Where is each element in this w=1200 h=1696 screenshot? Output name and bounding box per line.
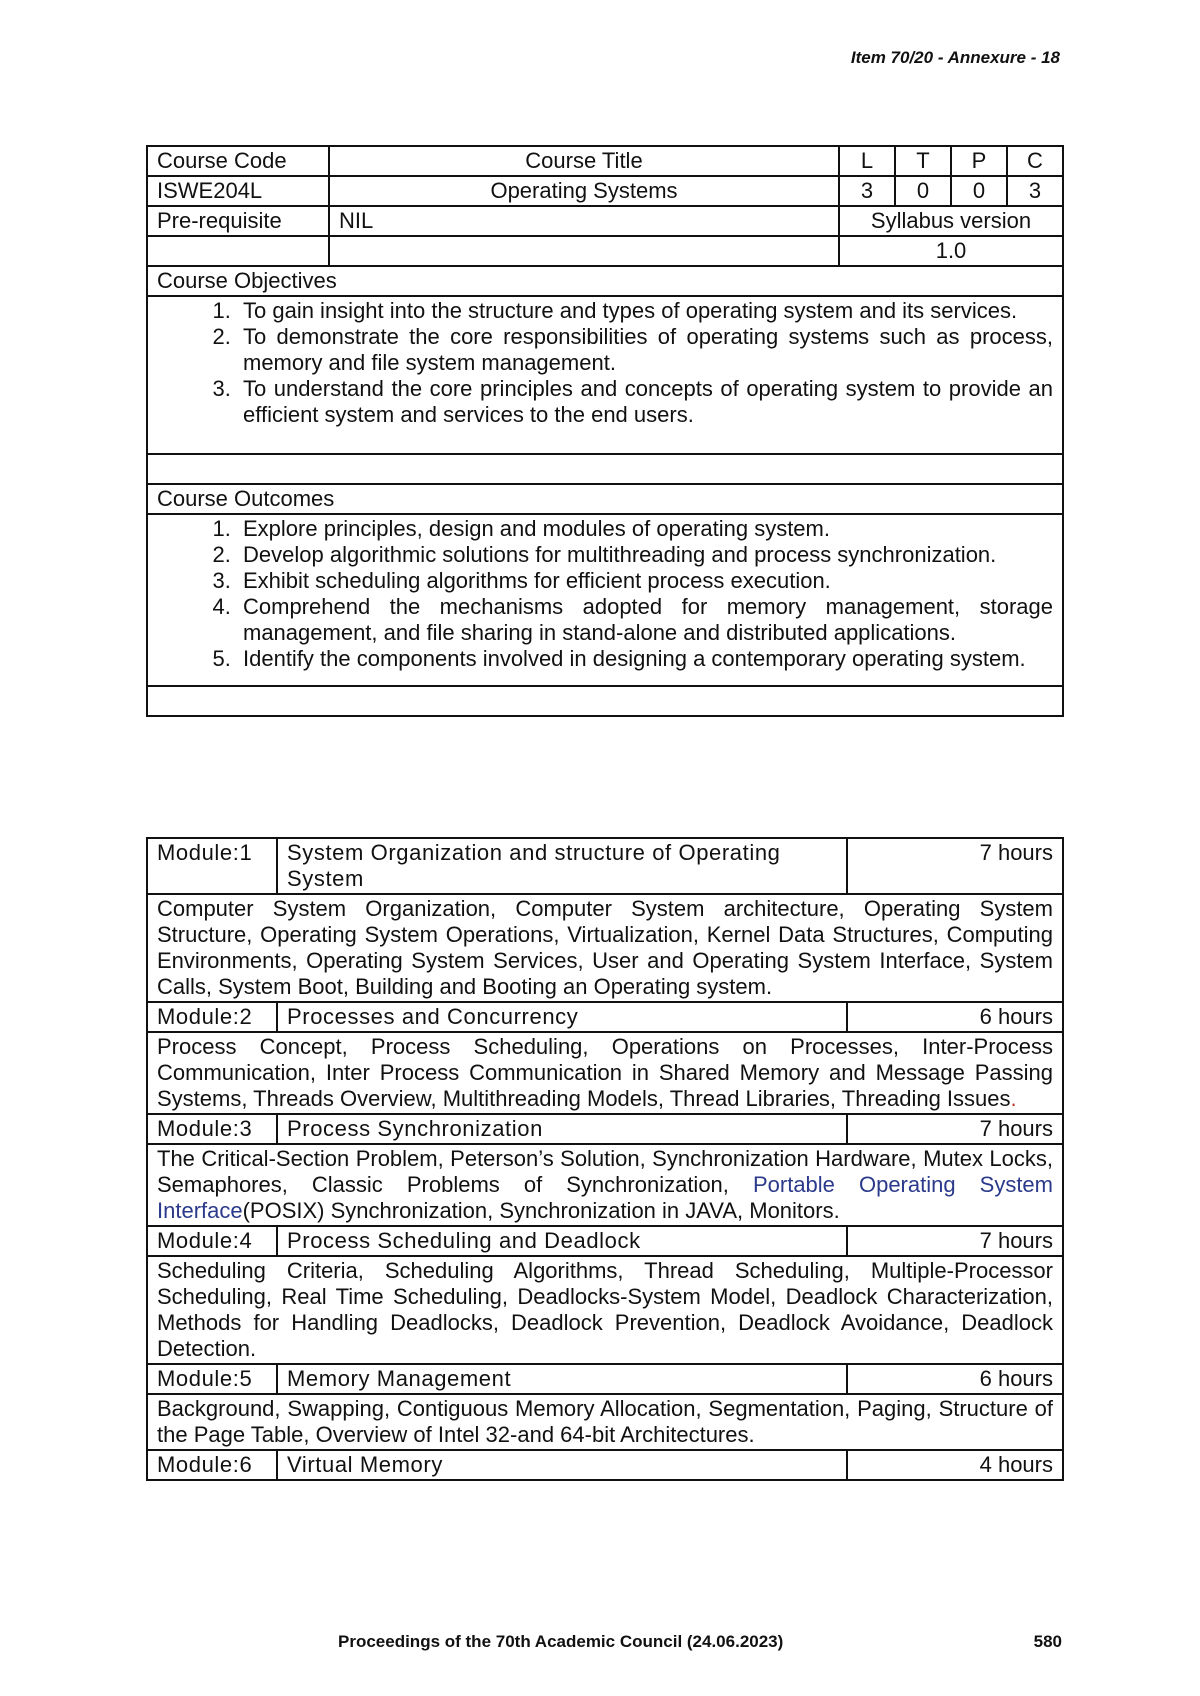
page-number: 580 [1033,1632,1062,1651]
module-label: Module:1 [147,838,277,894]
syllabus-version-label: Syllabus version [839,206,1063,236]
module-header-row [147,1114,1063,1144]
objectives-heading: Course Objectives [147,266,1063,296]
module-description-text: (POSIX) Synchronization, Synchronization in JAVA, Monitors. [242,1198,840,1223]
modules-table [146,837,1064,1481]
module-header-row [147,838,1063,894]
module-hours: 6 hours [847,1002,1063,1032]
module-description: Background, Swapping, Contiguous Memory Allocation, Segmentation, Paging, Structure of the Page Table, Overview of Intel 32-and 64-bit Architectures. [147,1394,1063,1450]
course-info-table [146,145,1064,717]
outcome-item: 3. Exhibit scheduling algorithms for efficient process execution. [237,568,1053,594]
course-title-label: Course Title [329,146,839,176]
c-label: C [1007,146,1063,176]
module-title: Memory Management [277,1364,847,1394]
module-description-highlight: Portable Operating System Interface [157,1172,1053,1223]
module-title: Process Synchronization [277,1114,847,1144]
module-label: Module:5 [147,1364,277,1394]
module-header-row [147,1226,1063,1256]
objectives-cell [147,296,1063,454]
module-header-row [147,1450,1063,1480]
course-code-label: Course Code [147,146,329,176]
spacer-row [147,686,1063,716]
objectives-list [157,298,1053,428]
outcomes-heading: Course Outcomes [147,484,1063,514]
spacer-row [147,454,1063,484]
course-title: Operating Systems [329,176,839,206]
outcome-item: 4. Comprehend the mechanisms adopted for memory management, storage management, and file sharing in stand-alone and distributed applications. [237,594,1053,646]
objective-item: 1. To gain insight into the structure and types of operating system and its services. [237,298,1053,324]
module-label: Module:2 [147,1002,277,1032]
outcome-item: 2. Develop algorithmic solutions for multithreading and process synchronization. [237,542,1053,568]
objective-item: 2. To demonstrate the core responsibilities of operating systems such as process, memory and file system management. [237,324,1053,376]
t-label: T [895,146,951,176]
module-hours: 7 hours [847,1114,1063,1144]
module-description [147,1032,1063,1114]
module-description-text: The Critical-Section Problem, Peterson’s Solution, Synchronization Hardware, Mutex Locks, Semaphores, Classic Problems of Synchronization, [157,1146,1053,1197]
module-description [147,1144,1063,1226]
module-header-row [147,1364,1063,1394]
l-label: L [839,146,895,176]
annexure-reference: Item 70/20 - Annexure - 18 [850,48,1060,67]
module-header-row [147,1002,1063,1032]
course-code: ISWE204L [147,176,329,206]
outcomes-cell [147,514,1063,686]
c-value: 3 [1007,176,1063,206]
outcome-item: 5. Identify the components involved in designing a contemporary operating system. [237,646,1053,672]
proceedings-text: Proceedings of the 70th Academic Council (24.06.2023) [338,1632,784,1651]
module-description: Computer System Organization, Computer System architecture, Operating System Structure, Operating System Operations, Virtualization, Kernel Data Structures, Computing Environments, Operating System Services, User and Operating System Interface, System Calls, System Boot, Building and Booting an Operating system. [147,894,1063,1002]
outcomes-list [157,516,1053,672]
t-value: 0 [895,176,951,206]
l-value: 3 [839,176,895,206]
module-label: Module:4 [147,1226,277,1256]
p-label: P [951,146,1007,176]
module-hours: 6 hours [847,1364,1063,1394]
module-hours: 7 hours [847,838,1063,894]
prerequisite-label: Pre-requisite [147,206,329,236]
p-value: 0 [951,176,1007,206]
module-description: Scheduling Criteria, Scheduling Algorithms, Thread Scheduling, Multiple-Processor Scheduling, Real Time Scheduling, Deadlocks-System Model, Deadlock Characterization, Methods for Handling Deadlocks, Deadlock Prevention, Deadlock Avoidance, Deadlock Detection. [147,1256,1063,1364]
module-label: Module:6 [147,1450,277,1480]
module-label: Module:3 [147,1114,277,1144]
module-hours: 4 hours [847,1450,1063,1480]
module-description-text: Process Concept, Process Scheduling, Operations on Processes, Inter-Process Communication, Inter Process Communication in Shared Memory and Message Passing Systems, Threads Overview, Multithreading Models, Thread Libraries, Threading Issues [157,1034,1053,1111]
objective-item: 3. To understand the core principles and concepts of operating system to provide an efficient system and services to the end users. [237,376,1053,428]
outcome-item: 1. Explore principles, design and modules of operating system. [237,516,1053,542]
module-title: Process Scheduling and Deadlock [277,1226,847,1256]
module-description-end: . [1010,1086,1017,1111]
module-title: Processes and Concurrency [277,1002,847,1032]
empty-cell [147,236,329,266]
empty-cell [329,236,839,266]
module-hours: 7 hours [847,1226,1063,1256]
module-title: Virtual Memory [277,1450,847,1480]
prerequisite-value: NIL [329,206,839,236]
syllabus-version-value: 1.0 [839,236,1063,266]
module-title: System Organization and structure of Operating System [277,838,847,894]
